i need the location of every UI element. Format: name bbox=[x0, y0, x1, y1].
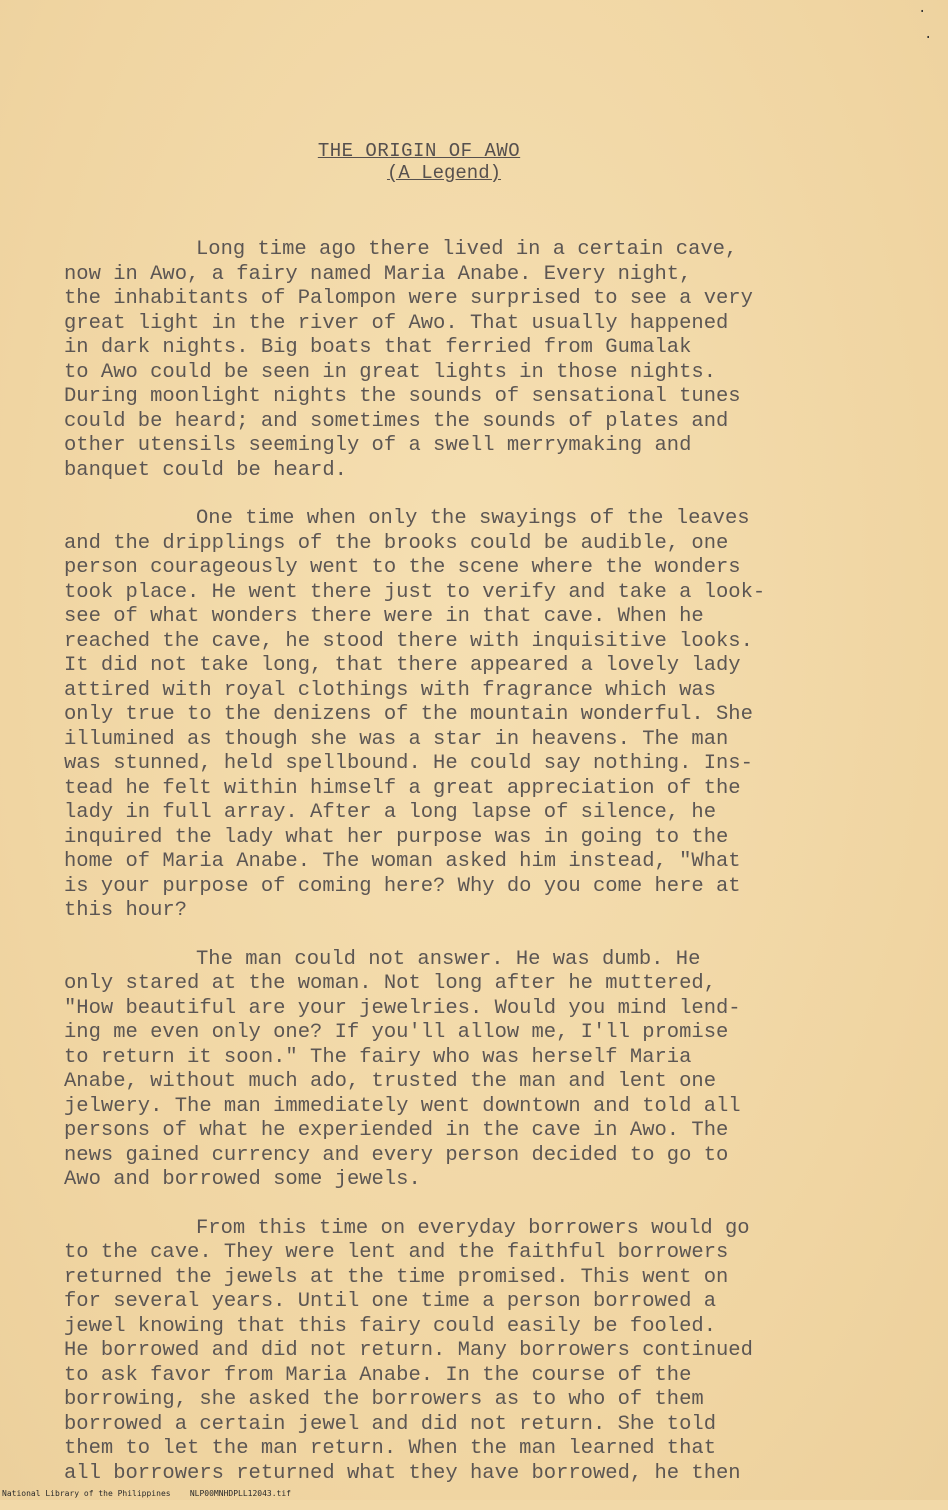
text-line: home of Maria Anabe. The woman asked him instead, "What bbox=[64, 850, 741, 873]
text-line: to ask favor from Maria Anabe. In the course of the bbox=[64, 1363, 692, 1387]
text-line: took place. He went there just to verify and take a look- bbox=[64, 580, 766, 604]
text-line: It did not take long, that there appeared a lovely lady bbox=[64, 654, 741, 677]
scan-footer bbox=[2, 1489, 702, 1498]
text-line: was stunned, held spellbound. He could say nothing. Ins- bbox=[64, 752, 753, 775]
text-line: banquet could be heard. bbox=[64, 458, 347, 482]
text-line: this hour? bbox=[64, 899, 188, 922]
document-body bbox=[64, 238, 894, 1510]
title-block bbox=[0, 140, 948, 184]
text-line: Anabe, without much ado, trusted the man and lent one bbox=[64, 1070, 717, 1093]
text-line: all borrowers returned what they have borrowed, he then bbox=[64, 1461, 741, 1485]
text-line: for several years. Until one time a person borrowed a bbox=[64, 1290, 717, 1313]
text-line: in dark nights. Big boats that ferried from Gumalak bbox=[64, 336, 692, 359]
text-line: other utensils seemingly of a swell merrymaking and bbox=[64, 434, 692, 457]
ink-speck: · bbox=[924, 30, 933, 46]
document-title: THE ORIGIN OF AWO bbox=[317, 140, 521, 162]
text-line: He borrowed and did not return. Many borrowers continued bbox=[64, 1339, 753, 1362]
text-line: person courageously went to the scene where the wonders bbox=[64, 556, 741, 579]
text-line: is your purpose of coming here? Why do you come here at bbox=[64, 874, 741, 898]
text-line: and the dripplings of the brooks could be audible, one bbox=[64, 531, 729, 555]
text-line: could be heard; and sometimes the sounds of plates and bbox=[64, 409, 729, 433]
text-line: returned the jewels at the time promised. This went on bbox=[64, 1265, 729, 1289]
text-line: borrowing, she asked the borrowers as to who of them bbox=[64, 1388, 704, 1411]
text-line: only stared at the woman. Not long after he muttered, bbox=[64, 972, 717, 995]
text-line: ing me even only one? If you'll allow me, I'll promise bbox=[64, 1021, 729, 1044]
paragraph-1 bbox=[64, 238, 894, 483]
paragraph-3 bbox=[64, 948, 894, 1193]
text-line: "How beautiful are your jewelries. Would you mind lend- bbox=[64, 996, 741, 1020]
text-line: One time when only the swayings of the leaves bbox=[196, 507, 750, 530]
text-line: From this time on everyday borrowers would go bbox=[196, 1216, 750, 1240]
ink-speck: · bbox=[918, 4, 927, 20]
text-line: persons of what he experiended in the cave in Awo. The bbox=[64, 1119, 729, 1142]
text-line: attired with royal clothings with fragrance which was bbox=[64, 678, 717, 702]
text-line: illumined as though she was a star in heavens. The man bbox=[64, 727, 729, 751]
text-line: lady in full array. After a long lapse of silence, he bbox=[64, 801, 717, 824]
text-line: great light in the river of Awo. That usually happened bbox=[64, 311, 729, 335]
text-line: The man could not answer. He was dumb. He bbox=[196, 947, 701, 971]
text-line: the inhabitants of Palompon were surprised to see a very bbox=[64, 287, 753, 310]
text-line: news gained currency and every person decided to go to bbox=[64, 1143, 729, 1167]
text-line: Awo and borrowed some jewels. bbox=[64, 1168, 421, 1191]
text-line: inquired the lady what her purpose was in going to the bbox=[64, 825, 729, 849]
footer-library: National Library of the Philippines bbox=[2, 1489, 171, 1498]
text-line: jewel knowing that this fairy could easily be fooled. bbox=[64, 1314, 717, 1338]
text-line: reached the cave, he stood there with inquisitive looks. bbox=[64, 629, 753, 653]
paragraph-2 bbox=[64, 507, 894, 924]
text-line: During moonlight nights the sounds of sensational tunes bbox=[64, 385, 741, 408]
text-line: now in Awo, a fairy named Maria Anabe. Every night, bbox=[64, 262, 692, 286]
text-line: only true to the denizens of the mountain wonderful. She bbox=[64, 703, 753, 726]
text-line: to Awo could be seen in great lights in those nights. bbox=[64, 360, 717, 384]
text-line: jelwery. The man immediately went downtown and told all bbox=[64, 1094, 741, 1118]
text-line: tead he felt within himself a great appreciation of the bbox=[64, 776, 741, 800]
document-subtitle: (A Legend) bbox=[386, 162, 502, 184]
footer-filename: NLP00MNHDPLL12043.tif bbox=[189, 1489, 291, 1498]
text-line: them to let the man return. When the man learned that bbox=[64, 1437, 717, 1460]
text-line: to return it soon." The fairy who was herself Maria bbox=[64, 1045, 692, 1069]
text-line: Long time ago there lived in a certain cave, bbox=[196, 238, 738, 261]
text-line: borrowed a certain jewel and did not return. She told bbox=[64, 1412, 717, 1436]
text-line: to the cave. They were lent and the faithful borrowers bbox=[64, 1241, 729, 1264]
text-line: see of what wonders there were in that cave. When he bbox=[64, 605, 704, 628]
paragraph-4 bbox=[64, 1217, 894, 1487]
